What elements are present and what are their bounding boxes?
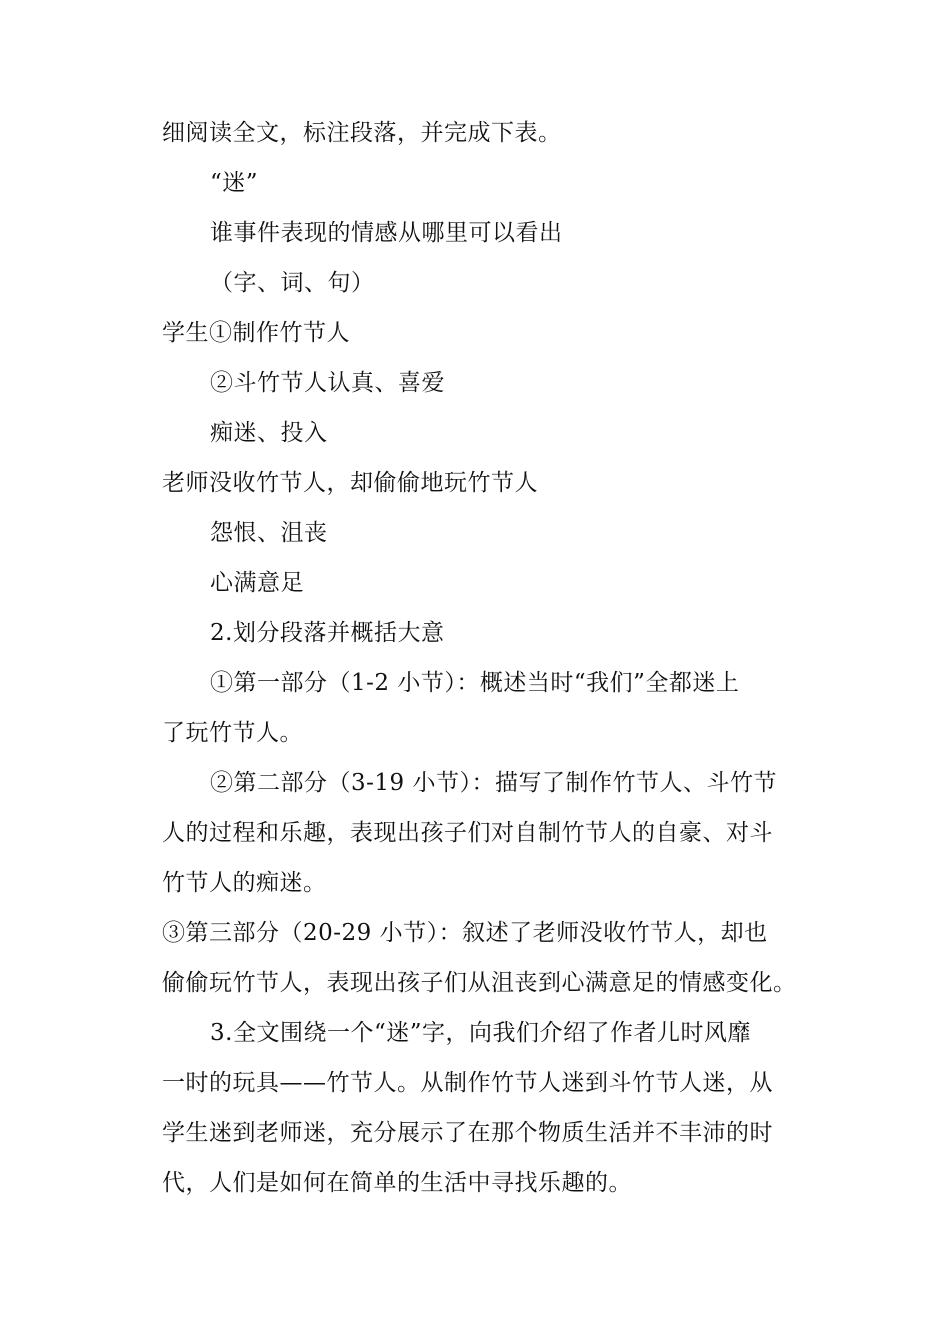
text-line: 人的过程和乐趣，表现出孩子们对自制竹节人的自豪、对斗: [162, 820, 773, 846]
text-line: 怨恨、沮丧: [210, 520, 328, 546]
text-line: 学生迷到老师迷，充分展示了在那个物质生活并不丰沛的时: [162, 1120, 773, 1146]
text-line: 了玩竹节人。: [162, 720, 303, 746]
text-line: 心满意足: [210, 570, 304, 596]
text-line: 细阅读全文，标注段落，并完成下表。: [162, 120, 562, 146]
text-line: 2.划分段落并概括大意: [210, 620, 445, 646]
text-line: 老师没收竹节人，却偷偷地玩竹节人: [162, 470, 538, 496]
text-line: ①第一部分（1-2 小节）：概述当时“我们”全都迷上: [210, 670, 740, 696]
text-line: 偷偷玩竹节人，表现出孩子们从沮丧到心满意足的情感变化。: [162, 970, 797, 996]
text-line: 3.全文围绕一个“迷”字，向我们介绍了作者儿时风靡: [210, 1020, 751, 1046]
text-line: ③第三部分（20-29 小节）：叙述了老师没收竹节人，却也: [162, 920, 768, 946]
text-line: 痴迷、投入: [210, 420, 328, 446]
text-line: ②斗竹节人认真、喜爱: [210, 370, 445, 396]
text-line: 代，人们是如何在简单的生活中寻找乐趣的。: [162, 1170, 632, 1196]
text-line: ②第二部分（3-19 小节）：描写了制作竹节人、斗竹节: [210, 770, 777, 796]
text-line: 学生①制作竹节人: [162, 320, 350, 346]
text-line: 竹节人的痴迷。: [162, 870, 327, 896]
text-line: “迷”: [210, 170, 259, 196]
text-line: 一时的玩具——竹节人。从制作竹节人迷到斗竹节人迷，从: [162, 1070, 773, 1096]
text-line: 谁事件表现的情感从哪里可以看出: [210, 220, 563, 246]
text-line: （字、词、句）: [210, 270, 375, 296]
